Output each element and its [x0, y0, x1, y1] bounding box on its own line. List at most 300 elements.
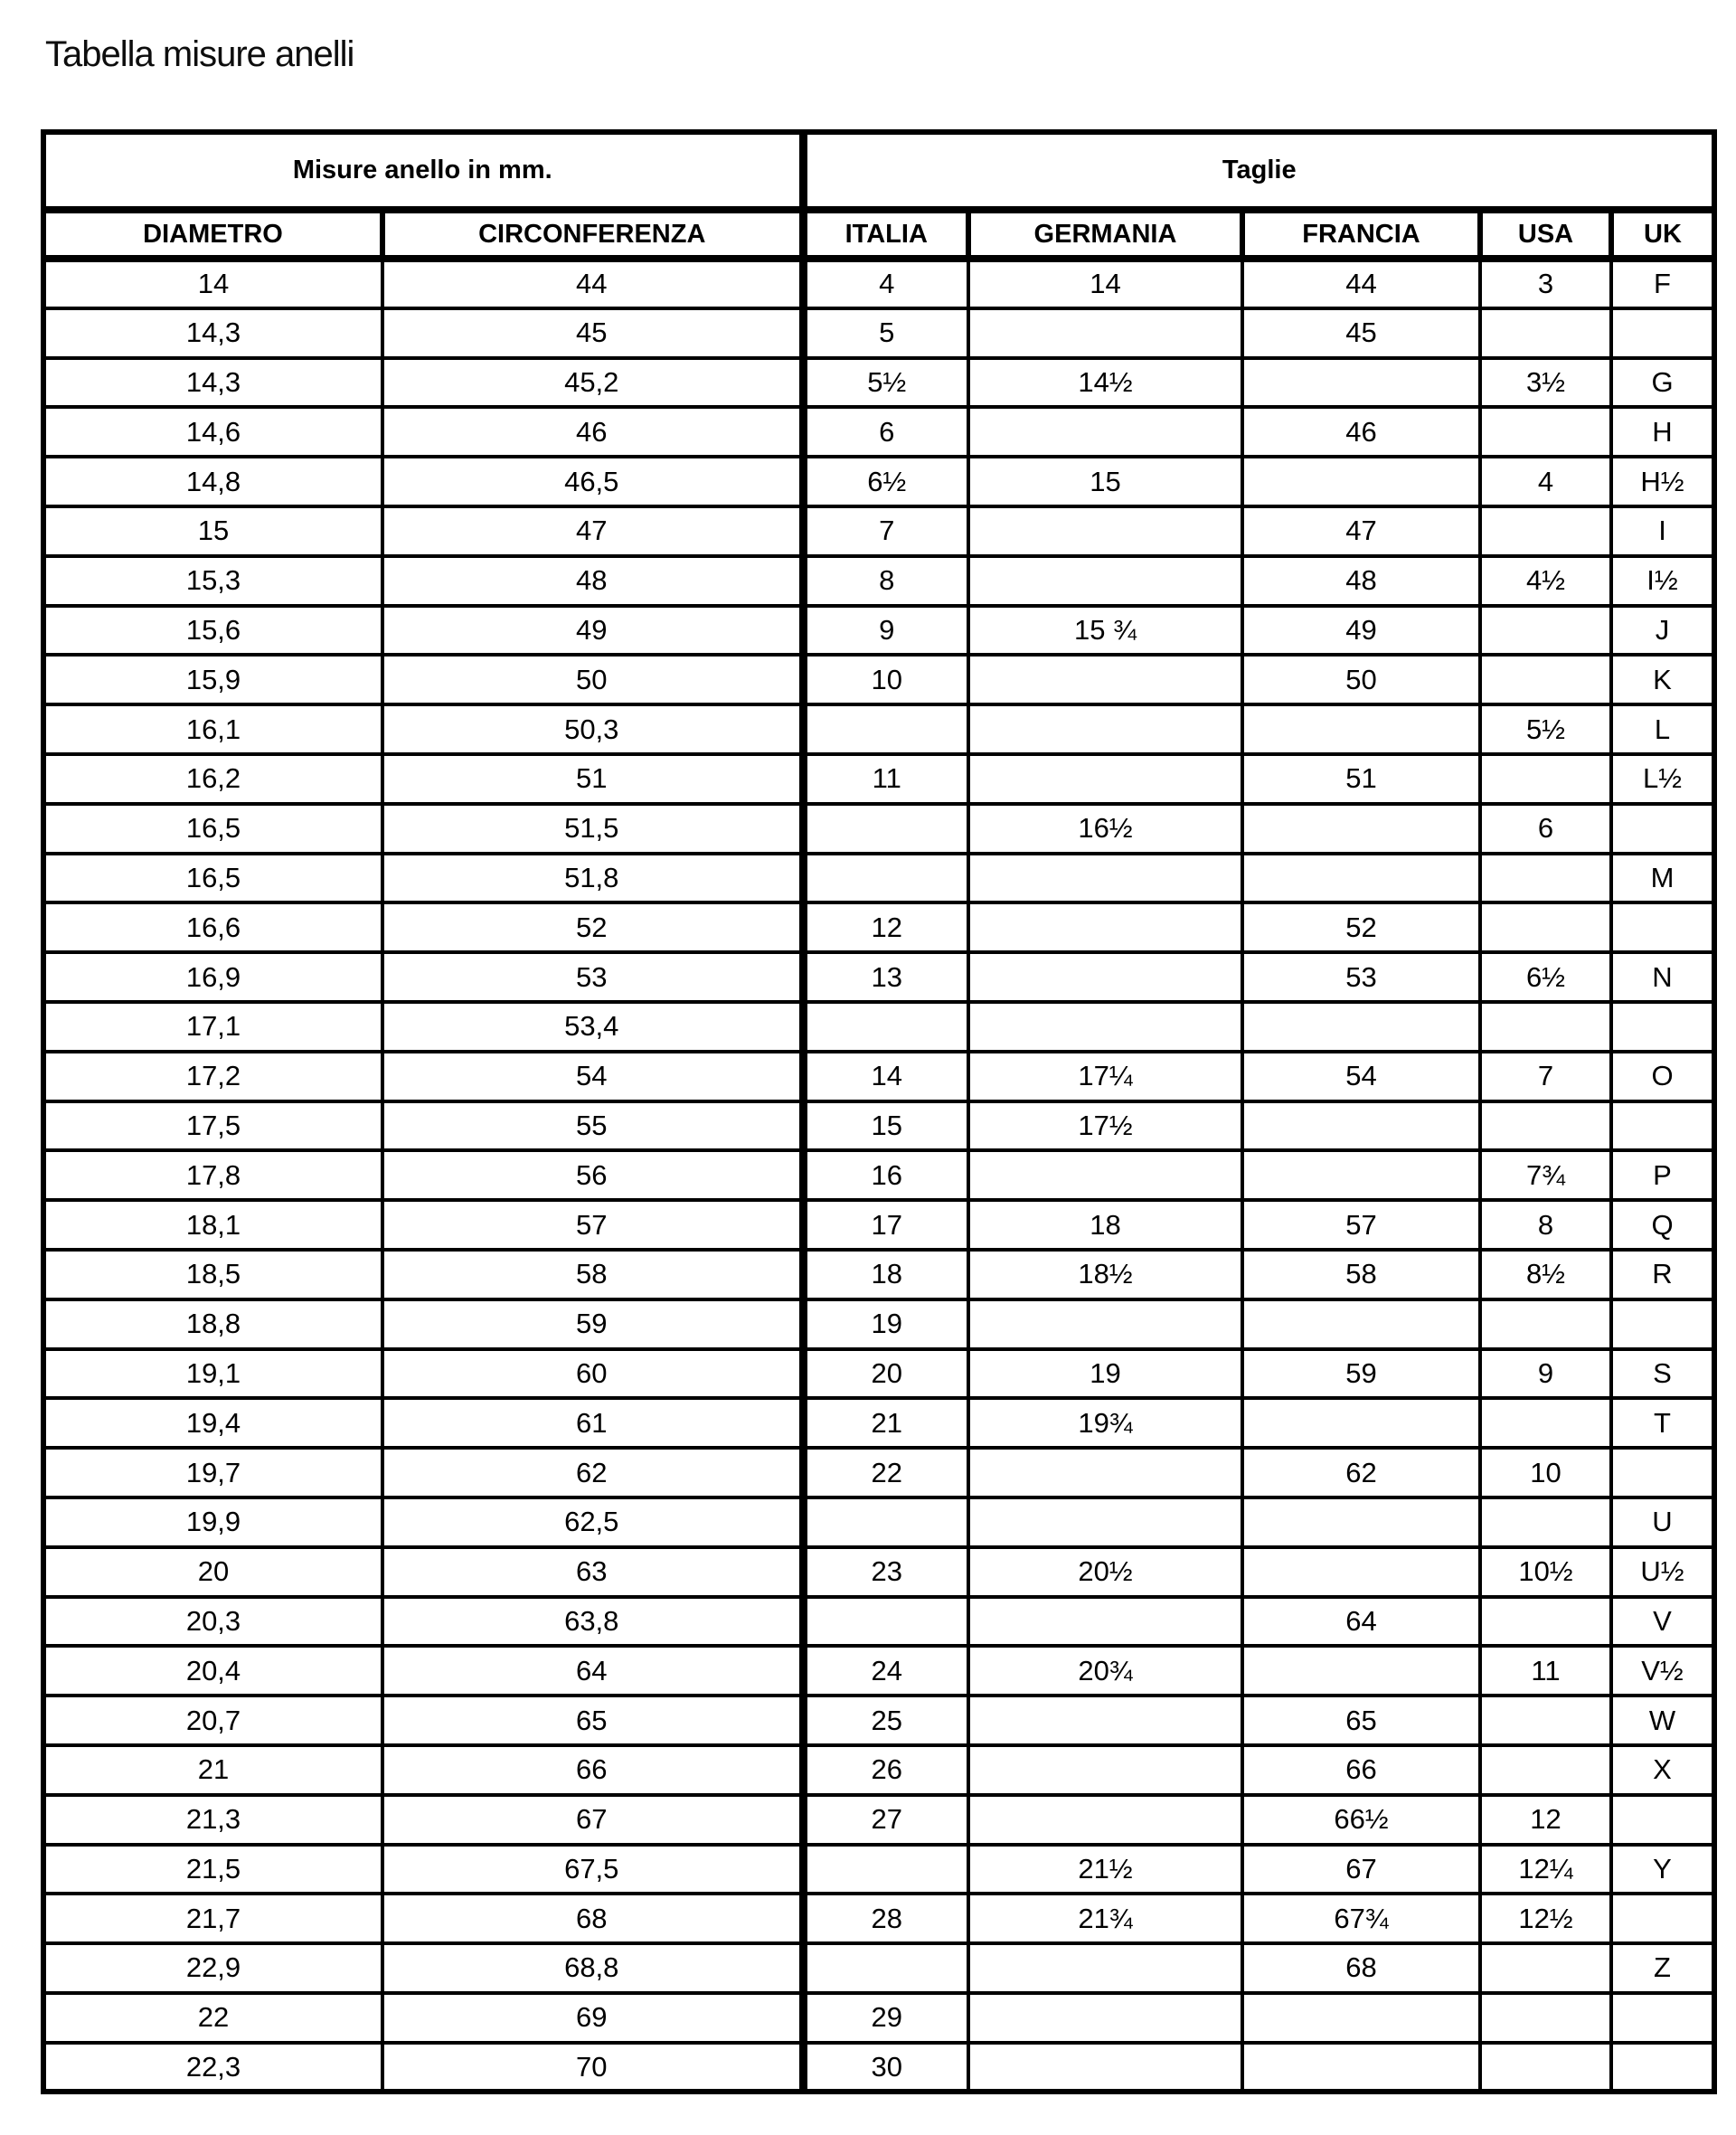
- cell-usa: [1480, 1398, 1611, 1448]
- cell-circonferenza: 57: [382, 1200, 803, 1250]
- cell-germania: [968, 704, 1242, 754]
- cell-francia: 48: [1242, 556, 1480, 606]
- cell-italia: 11: [803, 754, 968, 804]
- cell-uk: L: [1611, 704, 1714, 754]
- cell-germania: [968, 1696, 1242, 1745]
- cell-usa: 11: [1480, 1646, 1611, 1696]
- cell-uk: Z: [1611, 1943, 1714, 1993]
- table-body: [43, 259, 1714, 2092]
- cell-uk: U½: [1611, 1547, 1714, 1597]
- cell-diametro: 21: [43, 1745, 382, 1795]
- cell-germania: 14½: [968, 358, 1242, 408]
- cell-italia: 30: [803, 2043, 968, 2092]
- table-row: [43, 308, 1714, 358]
- cell-italia: 12: [803, 902, 968, 952]
- cell-italia: 15: [803, 1101, 968, 1151]
- table-row: [43, 952, 1714, 1002]
- cell-germania: [968, 1597, 1242, 1647]
- table-row: [43, 1894, 1714, 1943]
- cell-germania: [968, 952, 1242, 1002]
- ring-size-table: [41, 129, 1717, 2094]
- table-row: [43, 1845, 1714, 1894]
- cell-germania: [968, 2043, 1242, 2092]
- cell-circonferenza: 51: [382, 754, 803, 804]
- column-header-circonferenza: CIRCONFERENZA: [382, 210, 803, 259]
- column-header-usa: USA: [1480, 210, 1611, 259]
- cell-francia: 58: [1242, 1250, 1480, 1299]
- cell-francia: [1242, 1002, 1480, 1052]
- cell-diametro: 19,1: [43, 1349, 382, 1399]
- cell-usa: [1480, 1745, 1611, 1795]
- cell-francia: [1242, 457, 1480, 506]
- cell-italia: 29: [803, 1993, 968, 2043]
- cell-usa: 10½: [1480, 1547, 1611, 1597]
- cell-uk: H: [1611, 407, 1714, 457]
- cell-germania: 20½: [968, 1547, 1242, 1597]
- table-row: [43, 407, 1714, 457]
- cell-circonferenza: 65: [382, 1696, 803, 1745]
- cell-italia: [803, 1845, 968, 1894]
- column-header-row: [43, 210, 1714, 259]
- cell-francia: [1242, 1646, 1480, 1696]
- cell-uk: S: [1611, 1349, 1714, 1399]
- group-header-misure: Misure anello in mm.: [43, 132, 803, 210]
- cell-italia: [803, 704, 968, 754]
- cell-italia: 7: [803, 506, 968, 556]
- cell-francia: [1242, 1101, 1480, 1151]
- cell-diametro: 16,5: [43, 804, 382, 854]
- cell-diametro: 16,1: [43, 704, 382, 754]
- cell-uk: N: [1611, 952, 1714, 1002]
- cell-uk: T: [1611, 1398, 1714, 1448]
- cell-francia: [1242, 1993, 1480, 2043]
- cell-usa: [1480, 1993, 1611, 2043]
- cell-italia: 13: [803, 952, 968, 1002]
- cell-usa: [1480, 606, 1611, 656]
- table-row: [43, 1597, 1714, 1647]
- table-row: [43, 902, 1714, 952]
- cell-francia: 46: [1242, 407, 1480, 457]
- cell-circonferenza: 68: [382, 1894, 803, 1943]
- cell-uk: O: [1611, 1052, 1714, 1101]
- cell-usa: 4½: [1480, 556, 1611, 606]
- cell-diametro: 19,9: [43, 1497, 382, 1547]
- page-title: Tabella misure anelli: [45, 34, 354, 74]
- cell-germania: [968, 1795, 1242, 1845]
- cell-germania: [968, 1448, 1242, 1497]
- cell-diametro: 16,5: [43, 854, 382, 903]
- cell-francia: 57: [1242, 1200, 1480, 1250]
- cell-italia: 16: [803, 1150, 968, 1200]
- cell-francia: 54: [1242, 1052, 1480, 1101]
- cell-usa: 9: [1480, 1349, 1611, 1399]
- table-row: [43, 804, 1714, 854]
- cell-italia: [803, 854, 968, 903]
- cell-diametro: 16,6: [43, 902, 382, 952]
- cell-circonferenza: 63,8: [382, 1597, 803, 1647]
- cell-diametro: 15: [43, 506, 382, 556]
- table-row: [43, 1349, 1714, 1399]
- cell-germania: 21½: [968, 1845, 1242, 1894]
- cell-diametro: 14,3: [43, 308, 382, 358]
- cell-usa: 6½: [1480, 952, 1611, 1002]
- cell-usa: [1480, 854, 1611, 903]
- cell-francia: [1242, 704, 1480, 754]
- cell-usa: 8: [1480, 1200, 1611, 1250]
- cell-francia: 62: [1242, 1448, 1480, 1497]
- cell-francia: [1242, 854, 1480, 903]
- cell-germania: [968, 1497, 1242, 1547]
- cell-italia: [803, 1597, 968, 1647]
- cell-diametro: 15,6: [43, 606, 382, 656]
- cell-germania: [968, 655, 1242, 704]
- cell-italia: [803, 804, 968, 854]
- cell-italia: [803, 1943, 968, 1993]
- table-row: [43, 606, 1714, 656]
- cell-uk: Q: [1611, 1200, 1714, 1250]
- cell-italia: 5: [803, 308, 968, 358]
- cell-francia: 64: [1242, 1597, 1480, 1647]
- table-row: [43, 1646, 1714, 1696]
- cell-uk: M: [1611, 854, 1714, 903]
- cell-italia: 9: [803, 606, 968, 656]
- cell-circonferenza: 69: [382, 1993, 803, 2043]
- cell-uk: [1611, 1002, 1714, 1052]
- cell-diametro: 20: [43, 1547, 382, 1597]
- group-header-row: [43, 132, 1714, 210]
- table-row: [43, 1002, 1714, 1052]
- cell-usa: [1480, 1597, 1611, 1647]
- cell-usa: 3: [1480, 259, 1611, 308]
- cell-germania: [968, 1993, 1242, 2043]
- cell-circonferenza: 46,5: [382, 457, 803, 506]
- cell-italia: 28: [803, 1894, 968, 1943]
- cell-italia: 22: [803, 1448, 968, 1497]
- cell-circonferenza: 67,5: [382, 1845, 803, 1894]
- cell-italia: 6½: [803, 457, 968, 506]
- cell-circonferenza: 50: [382, 655, 803, 704]
- cell-usa: [1480, 1299, 1611, 1349]
- cell-uk: [1611, 1993, 1714, 2043]
- table-row: [43, 2043, 1714, 2092]
- cell-diametro: 22,9: [43, 1943, 382, 1993]
- column-header-italia: ITALIA: [803, 210, 968, 259]
- cell-italia: 26: [803, 1745, 968, 1795]
- cell-italia: 21: [803, 1398, 968, 1448]
- cell-circonferenza: 45: [382, 308, 803, 358]
- cell-italia: 20: [803, 1349, 968, 1399]
- cell-circonferenza: 50,3: [382, 704, 803, 754]
- cell-diametro: 14,6: [43, 407, 382, 457]
- cell-diametro: 14,8: [43, 457, 382, 506]
- table-row: [43, 1101, 1714, 1151]
- cell-circonferenza: 60: [382, 1349, 803, 1399]
- cell-francia: [1242, 1299, 1480, 1349]
- cell-circonferenza: 62: [382, 1448, 803, 1497]
- cell-circonferenza: 54: [382, 1052, 803, 1101]
- cell-diametro: 21,5: [43, 1845, 382, 1894]
- cell-usa: [1480, 2043, 1611, 2092]
- cell-italia: 6: [803, 407, 968, 457]
- table-row: [43, 358, 1714, 408]
- cell-germania: [968, 308, 1242, 358]
- cell-francia: [1242, 1497, 1480, 1547]
- cell-uk: G: [1611, 358, 1714, 408]
- cell-germania: 21¾: [968, 1894, 1242, 1943]
- cell-francia: [1242, 358, 1480, 408]
- cell-diametro: 16,9: [43, 952, 382, 1002]
- cell-usa: [1480, 1497, 1611, 1547]
- cell-uk: V: [1611, 1597, 1714, 1647]
- cell-usa: 4: [1480, 457, 1611, 506]
- cell-germania: 15 ¾: [968, 606, 1242, 656]
- table-row: [43, 1993, 1714, 2043]
- cell-germania: 19: [968, 1349, 1242, 1399]
- table-row: [43, 1052, 1714, 1101]
- cell-usa: [1480, 506, 1611, 556]
- cell-diametro: 22: [43, 1993, 382, 2043]
- cell-diametro: 14,3: [43, 358, 382, 408]
- cell-germania: 14: [968, 259, 1242, 308]
- cell-circonferenza: 61: [382, 1398, 803, 1448]
- cell-italia: 5½: [803, 358, 968, 408]
- cell-germania: [968, 754, 1242, 804]
- cell-francia: 45: [1242, 308, 1480, 358]
- cell-diametro: 22,3: [43, 2043, 382, 2092]
- cell-germania: [968, 1943, 1242, 1993]
- cell-usa: 10: [1480, 1448, 1611, 1497]
- cell-diametro: 18,1: [43, 1200, 382, 1250]
- cell-germania: [968, 1745, 1242, 1795]
- table-row: [43, 1745, 1714, 1795]
- cell-francia: 44: [1242, 259, 1480, 308]
- cell-uk: W: [1611, 1696, 1714, 1745]
- cell-germania: [968, 1299, 1242, 1349]
- cell-germania: 16½: [968, 804, 1242, 854]
- cell-francia: [1242, 2043, 1480, 2092]
- table-row: [43, 1250, 1714, 1299]
- cell-francia: 66: [1242, 1745, 1480, 1795]
- cell-diametro: 19,4: [43, 1398, 382, 1448]
- cell-uk: F: [1611, 259, 1714, 308]
- cell-diametro: 19,7: [43, 1448, 382, 1497]
- cell-usa: 3½: [1480, 358, 1611, 408]
- cell-uk: [1611, 1448, 1714, 1497]
- cell-francia: 67: [1242, 1845, 1480, 1894]
- cell-usa: 6: [1480, 804, 1611, 854]
- table-row: [43, 457, 1714, 506]
- cell-uk: K: [1611, 655, 1714, 704]
- cell-circonferenza: 55: [382, 1101, 803, 1151]
- cell-italia: [803, 1002, 968, 1052]
- cell-francia: [1242, 804, 1480, 854]
- cell-germania: 15: [968, 457, 1242, 506]
- table-row: [43, 1795, 1714, 1845]
- cell-germania: [968, 1002, 1242, 1052]
- cell-germania: [968, 506, 1242, 556]
- cell-usa: [1480, 1943, 1611, 1993]
- cell-francia: 49: [1242, 606, 1480, 656]
- cell-usa: [1480, 407, 1611, 457]
- cell-uk: R: [1611, 1250, 1714, 1299]
- cell-usa: [1480, 754, 1611, 804]
- cell-uk: [1611, 1299, 1714, 1349]
- table-row: [43, 1448, 1714, 1497]
- cell-uk: [1611, 902, 1714, 952]
- cell-uk: L½: [1611, 754, 1714, 804]
- cell-circonferenza: 66: [382, 1745, 803, 1795]
- cell-circonferenza: 64: [382, 1646, 803, 1696]
- cell-uk: [1611, 308, 1714, 358]
- table-row: [43, 1150, 1714, 1200]
- cell-francia: 68: [1242, 1943, 1480, 1993]
- cell-circonferenza: 46: [382, 407, 803, 457]
- cell-francia: 59: [1242, 1349, 1480, 1399]
- cell-circonferenza: 68,8: [382, 1943, 803, 1993]
- cell-italia: 27: [803, 1795, 968, 1845]
- table-row: [43, 754, 1714, 804]
- cell-usa: [1480, 1002, 1611, 1052]
- column-header-diametro: DIAMETRO: [43, 210, 382, 259]
- cell-circonferenza: 51,8: [382, 854, 803, 903]
- cell-italia: [803, 1497, 968, 1547]
- cell-uk: U: [1611, 1497, 1714, 1547]
- cell-francia: [1242, 1398, 1480, 1448]
- cell-usa: 5½: [1480, 704, 1611, 754]
- cell-diametro: 21,3: [43, 1795, 382, 1845]
- cell-circonferenza: 56: [382, 1150, 803, 1200]
- cell-germania: [968, 407, 1242, 457]
- column-header-uk: UK: [1611, 210, 1714, 259]
- cell-circonferenza: 51,5: [382, 804, 803, 854]
- cell-diametro: 17,2: [43, 1052, 382, 1101]
- cell-italia: 23: [803, 1547, 968, 1597]
- cell-francia: 65: [1242, 1696, 1480, 1745]
- cell-francia: 67¾: [1242, 1894, 1480, 1943]
- cell-francia: 51: [1242, 754, 1480, 804]
- cell-usa: [1480, 308, 1611, 358]
- cell-circonferenza: 59: [382, 1299, 803, 1349]
- cell-germania: [968, 1150, 1242, 1200]
- cell-germania: [968, 854, 1242, 903]
- cell-diametro: 17,8: [43, 1150, 382, 1200]
- cell-diametro: 20,4: [43, 1646, 382, 1696]
- cell-circonferenza: 67: [382, 1795, 803, 1845]
- cell-uk: V½: [1611, 1646, 1714, 1696]
- cell-usa: [1480, 655, 1611, 704]
- cell-usa: [1480, 902, 1611, 952]
- cell-uk: J: [1611, 606, 1714, 656]
- cell-usa: 12: [1480, 1795, 1611, 1845]
- cell-diametro: 18,5: [43, 1250, 382, 1299]
- cell-diametro: 14: [43, 259, 382, 308]
- cell-diametro: 21,7: [43, 1894, 382, 1943]
- cell-diametro: 20,7: [43, 1696, 382, 1745]
- table-row: [43, 1696, 1714, 1745]
- table-row: [43, 854, 1714, 903]
- column-header-germania: GERMANIA: [968, 210, 1242, 259]
- cell-circonferenza: 45,2: [382, 358, 803, 408]
- cell-circonferenza: 62,5: [382, 1497, 803, 1547]
- cell-uk: [1611, 2043, 1714, 2092]
- cell-uk: I½: [1611, 556, 1714, 606]
- cell-usa: 12¼: [1480, 1845, 1611, 1894]
- cell-francia: 47: [1242, 506, 1480, 556]
- cell-germania: 17½: [968, 1101, 1242, 1151]
- cell-germania: 18½: [968, 1250, 1242, 1299]
- cell-usa: [1480, 1696, 1611, 1745]
- cell-diametro: 15,3: [43, 556, 382, 606]
- table-row: [43, 506, 1714, 556]
- cell-germania: 19¾: [968, 1398, 1242, 1448]
- cell-uk: X: [1611, 1745, 1714, 1795]
- table-row: [43, 1943, 1714, 1993]
- cell-uk: Y: [1611, 1845, 1714, 1894]
- table-row: [43, 1398, 1714, 1448]
- cell-circonferenza: 49: [382, 606, 803, 656]
- cell-francia: 52: [1242, 902, 1480, 952]
- cell-italia: 10: [803, 655, 968, 704]
- cell-italia: 4: [803, 259, 968, 308]
- cell-germania: [968, 902, 1242, 952]
- cell-circonferenza: 52: [382, 902, 803, 952]
- cell-uk: H½: [1611, 457, 1714, 506]
- cell-uk: [1611, 1894, 1714, 1943]
- cell-francia: 50: [1242, 655, 1480, 704]
- group-header-taglie: Taglie: [803, 132, 1714, 210]
- cell-francia: [1242, 1150, 1480, 1200]
- cell-germania: [968, 556, 1242, 606]
- cell-usa: [1480, 1101, 1611, 1151]
- cell-italia: 14: [803, 1052, 968, 1101]
- table-row: [43, 704, 1714, 754]
- cell-uk: P: [1611, 1150, 1714, 1200]
- cell-diametro: 15,9: [43, 655, 382, 704]
- table-row: [43, 1299, 1714, 1349]
- table-row: [43, 1200, 1714, 1250]
- cell-usa: 8½: [1480, 1250, 1611, 1299]
- cell-italia: 19: [803, 1299, 968, 1349]
- cell-francia: [1242, 1547, 1480, 1597]
- cell-circonferenza: 63: [382, 1547, 803, 1597]
- cell-germania: 18: [968, 1200, 1242, 1250]
- table-row: [43, 259, 1714, 308]
- cell-uk: [1611, 804, 1714, 854]
- cell-uk: I: [1611, 506, 1714, 556]
- table-row: [43, 1497, 1714, 1547]
- cell-diametro: 17,5: [43, 1101, 382, 1151]
- cell-usa: 7¾: [1480, 1150, 1611, 1200]
- cell-francia: 66½: [1242, 1795, 1480, 1845]
- cell-circonferenza: 58: [382, 1250, 803, 1299]
- cell-francia: 53: [1242, 952, 1480, 1002]
- cell-uk: [1611, 1795, 1714, 1845]
- cell-diametro: 20,3: [43, 1597, 382, 1647]
- cell-circonferenza: 53,4: [382, 1002, 803, 1052]
- table-row: [43, 1547, 1714, 1597]
- column-header-francia: FRANCIA: [1242, 210, 1480, 259]
- cell-circonferenza: 48: [382, 556, 803, 606]
- cell-circonferenza: 70: [382, 2043, 803, 2092]
- cell-diametro: 16,2: [43, 754, 382, 804]
- cell-diametro: 18,8: [43, 1299, 382, 1349]
- cell-usa: 7: [1480, 1052, 1611, 1101]
- cell-italia: 25: [803, 1696, 968, 1745]
- cell-usa: 12½: [1480, 1894, 1611, 1943]
- cell-italia: 8: [803, 556, 968, 606]
- cell-germania: 20¾: [968, 1646, 1242, 1696]
- cell-italia: 24: [803, 1646, 968, 1696]
